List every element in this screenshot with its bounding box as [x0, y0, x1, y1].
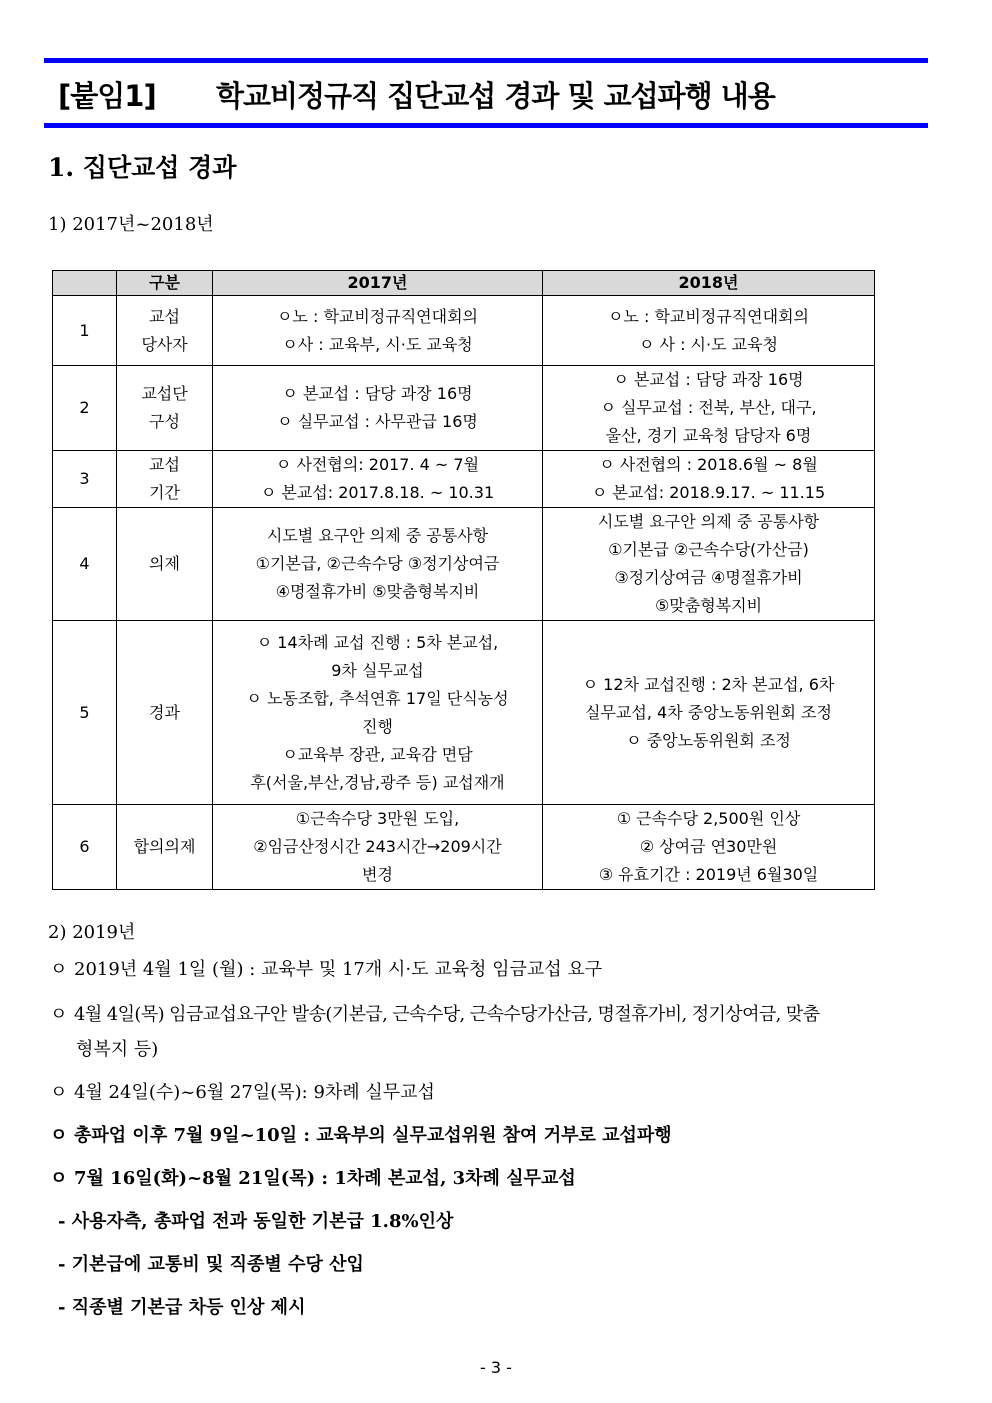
row-number: 1	[53, 296, 117, 366]
cell-line: ㅇ 노동조합, 추석연휴 17일 단식농성	[246, 688, 509, 708]
dash-item: - 사용자측, 총파업 전과 동일한 기본급 1.8%인상	[58, 1211, 454, 1232]
bullet-icon: ㅇ	[50, 1168, 68, 1189]
section-heading: 1. 집단교섭 경과	[48, 153, 237, 182]
row-number: 3	[53, 451, 117, 508]
cell-line: ①기본급 ②근속수당(가산금)	[608, 540, 809, 559]
cell-line: ③정기상여금 ④명절휴가비	[614, 568, 803, 587]
cell-line: ② 상여금 연30만원	[639, 837, 778, 856]
bullet-icon: ㅇ	[50, 1004, 68, 1025]
row-number: 5	[53, 621, 117, 805]
cell-line: ㅇ 사 : 시·도 교육청	[638, 334, 778, 354]
bullet-icon: ㅇ	[50, 1082, 68, 1103]
list-item-continuation: 형복지 등)	[76, 1039, 159, 1060]
cell-line: 변경	[362, 865, 393, 884]
cell-line: ⑤맞춤형복지비	[654, 596, 763, 615]
table-row	[53, 621, 875, 805]
table-row	[53, 366, 875, 451]
document-title	[44, 66, 928, 122]
page-number: - 3 -	[480, 1358, 512, 1377]
cell-line: 울산, 경기 교육청 담당자 6명	[605, 426, 812, 445]
cell-2017	[213, 621, 543, 805]
cell-line: 구성	[149, 412, 180, 431]
cell-line: 당사자	[141, 334, 188, 354]
cell-line: ㅇ노 : 학교비정규직연대회의	[276, 306, 479, 326]
table-header-cell: 2018년	[543, 271, 875, 296]
cell-line: 시도별 요구안 의제 중 공통사항	[597, 512, 820, 531]
cell-2018	[543, 451, 875, 508]
cell-line: 시도별 요구안 의제 중 공통사항	[266, 526, 489, 545]
cell-line: ㅇ노 : 학교비정규직연대회의	[607, 306, 810, 326]
row-label	[117, 451, 213, 508]
cell-line: ㅇ 중앙노동위원회 조정	[626, 730, 791, 750]
row-label	[117, 621, 213, 805]
table-header-cell: 구분	[117, 271, 213, 296]
page-title: 학교비정규직 집단교섭 경과 및 교섭파행 내용	[216, 79, 775, 113]
dash-item: - 직종별 기본급 차등 인상 제시	[58, 1297, 306, 1318]
attachment-tag: [붙임1]	[58, 79, 156, 113]
title-bottom-rule	[44, 123, 928, 128]
cell-line: 진행	[362, 716, 393, 736]
row-number: 2	[53, 366, 117, 451]
cell-line: ㅇ 본교섭: 2017.8.18. ~ 10.31	[260, 483, 495, 502]
table-header-cell: 2017년	[213, 271, 543, 296]
cell-line: 후(서울,부산,경남,광주 등) 교섭재개	[250, 772, 505, 792]
cell-line: 교섭	[149, 455, 180, 474]
list-item	[50, 1000, 820, 1030]
cell-line: ①기본급, ②근속수당 ③정기상여금	[255, 554, 500, 573]
cell-line: 의제	[149, 554, 180, 573]
cell-2017	[213, 296, 543, 366]
cell-line: ㅇ 사전협의: 2017. 4 ~ 7월	[275, 455, 480, 474]
bullet-icon: ㅇ	[50, 1125, 68, 1146]
bullet-icon: ㅇ	[50, 959, 68, 980]
cell-2018	[543, 366, 875, 451]
cell-line: ㅇ 사전협의 : 2018.6월 ~ 8월	[599, 455, 818, 474]
cell-line: ②임금산정시간 243시간→209시간	[253, 837, 502, 856]
cell-line: 교섭단	[141, 384, 188, 403]
table-row	[53, 805, 875, 890]
cell-line: ③ 유효기간 : 2019년 6월30일	[598, 865, 819, 884]
row-label	[117, 805, 213, 890]
table-header-cell	[53, 271, 117, 296]
cell-line: ㅇ 12차 교섭진행 : 2차 본교섭, 6차	[582, 674, 835, 694]
cell-line: 경과	[149, 702, 180, 722]
table-row	[53, 296, 875, 366]
cell-2017	[213, 508, 543, 621]
list-item-text: 7월 16일(화)~8월 21일(목) : 1차례 본교섭, 3차례 실무교섭	[74, 1168, 576, 1189]
cell-line: ㅇ 실무교섭 : 전북, 부산, 대구,	[600, 398, 817, 417]
cell-line: 실무교섭, 4차 중앙노동위원회 조정	[585, 702, 832, 722]
cell-2018	[543, 508, 875, 621]
cell-line: ㅇ 본교섭: 2018.9.17. ~ 11.15	[591, 483, 826, 502]
cell-line: ㅇ 실무교섭 : 사무관급 16명	[277, 412, 478, 431]
table-row	[53, 508, 875, 621]
subsection-heading-2017-2018: 1) 2017년~2018년	[48, 214, 214, 235]
cell-line: ①근속수당 3만원 도입,	[295, 809, 460, 828]
list-item	[50, 1121, 672, 1151]
cell-2018	[543, 621, 875, 805]
row-label	[117, 296, 213, 366]
list-item	[50, 955, 602, 985]
table-row	[53, 451, 875, 508]
cell-line: 합의의제	[133, 837, 196, 856]
row-label	[117, 508, 213, 621]
cell-line: ㅇ사 : 교육부, 시·도 교육청	[282, 334, 473, 354]
cell-2018	[543, 805, 875, 890]
cell-2017	[213, 805, 543, 890]
table-header-row	[53, 271, 875, 296]
negotiation-history-table	[52, 270, 875, 890]
cell-line: ㅇ 본교섭 : 담당 과장 16명	[613, 370, 804, 389]
list-item	[50, 1078, 435, 1108]
cell-line: 기간	[149, 483, 180, 502]
cell-line: 교섭	[149, 306, 180, 326]
row-number: 6	[53, 805, 117, 890]
list-item-text: 총파업 이후 7월 9일~10일 : 교육부의 실무교섭위원 참여 거부로 교섭파행	[74, 1125, 672, 1146]
dash-item: - 기본급에 교통비 및 직종별 수당 산입	[58, 1254, 364, 1275]
cell-2017	[213, 366, 543, 451]
list-item-text: 4월 4일(목) 임금교섭요구안 발송(기본급, 근속수당, 근속수당가산금, 명절휴가비, 정기상여금, 맞춤	[74, 1004, 820, 1025]
list-item-text: 2019년 4월 1일 (월) : 교육부 및 17개 시·도 교육청 임금교섭 요구	[74, 959, 603, 980]
row-number: 4	[53, 508, 117, 621]
list-item-text: 4월 24일(수)~6월 27일(목): 9차례 실무교섭	[74, 1082, 435, 1103]
cell-line: ① 근속수당 2,500원 인상	[616, 809, 801, 828]
cell-line: ㅇ 본교섭 : 담당 과장 16명	[282, 384, 473, 403]
row-label	[117, 366, 213, 451]
cell-line: ㅇ 14차례 교섭 진행 : 5차 본교섭,	[256, 632, 499, 652]
cell-2017	[213, 451, 543, 508]
subsection-heading-2019: 2) 2019년	[48, 922, 136, 943]
cell-2018	[543, 296, 875, 366]
cell-line: ④명절휴가비 ⑤맞춤형복지비	[275, 582, 480, 601]
cell-line: 9차 실무교섭	[331, 660, 424, 680]
list-item	[50, 1164, 576, 1194]
title-top-rule	[44, 58, 928, 63]
cell-line: ㅇ교육부 장관, 교육감 면담	[282, 744, 473, 764]
